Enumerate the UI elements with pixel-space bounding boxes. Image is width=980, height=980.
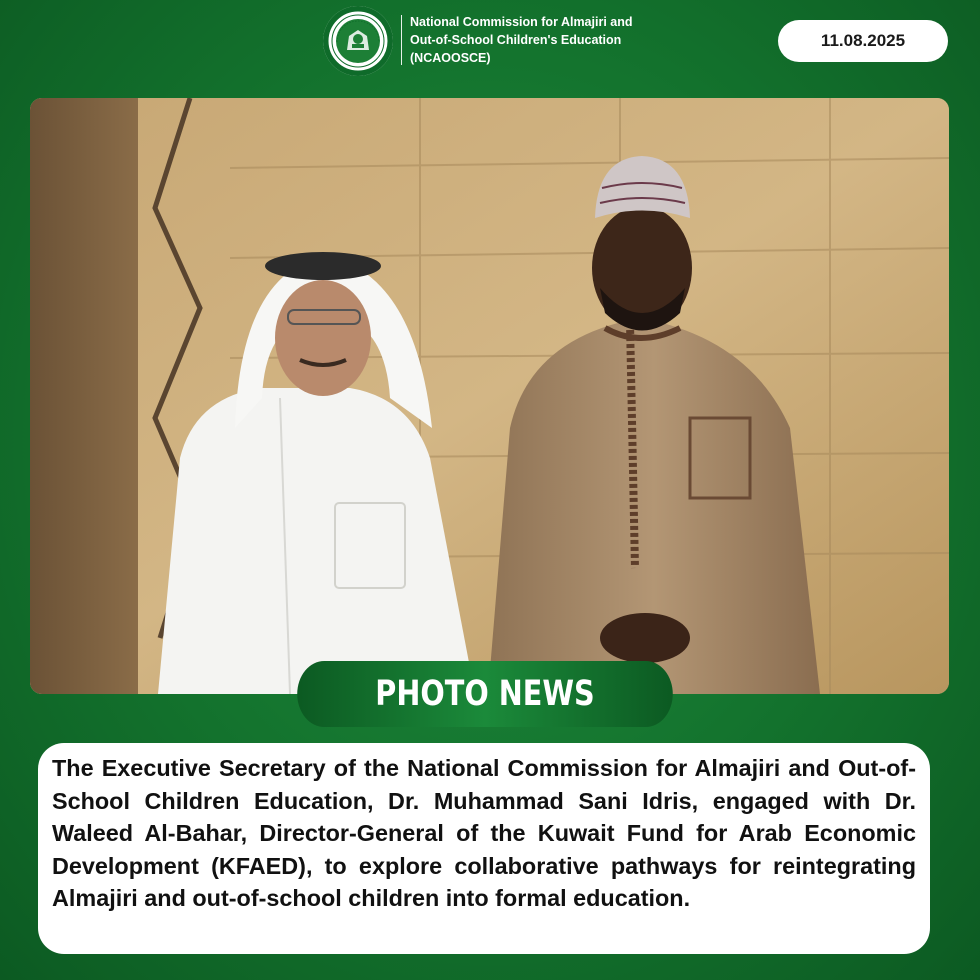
caption-text: The Executive Secretary of the National Commission for Almajiri and Out-of-School Children Education, Dr. Muhammad Sani Idris, engaged with Dr. Waleed Al-Bahar, Director-General of the Kuwait Fund for Arab Economic Development (KFAED), to explore collaborative pathways for reintegrating Almajiri and out-of-school children into formal education. <box>52 755 916 911</box>
org-name-line-2: Out-of-School Children's Education <box>410 33 622 47</box>
caption-card <box>38 743 930 954</box>
date-badge: 11.08.2025 <box>778 20 948 62</box>
news-photo <box>30 98 949 694</box>
header-divider <box>401 15 402 65</box>
photo-two-men-icon <box>30 98 949 694</box>
org-name-line-1: National Commission for Almajiri and <box>410 15 633 29</box>
photo-news-banner: PHOTO NEWS <box>297 661 673 727</box>
ncaoosce-seal-icon <box>323 6 393 76</box>
organization-name <box>410 13 710 67</box>
org-name-line-3: (NCAOOSCE) <box>410 51 491 65</box>
